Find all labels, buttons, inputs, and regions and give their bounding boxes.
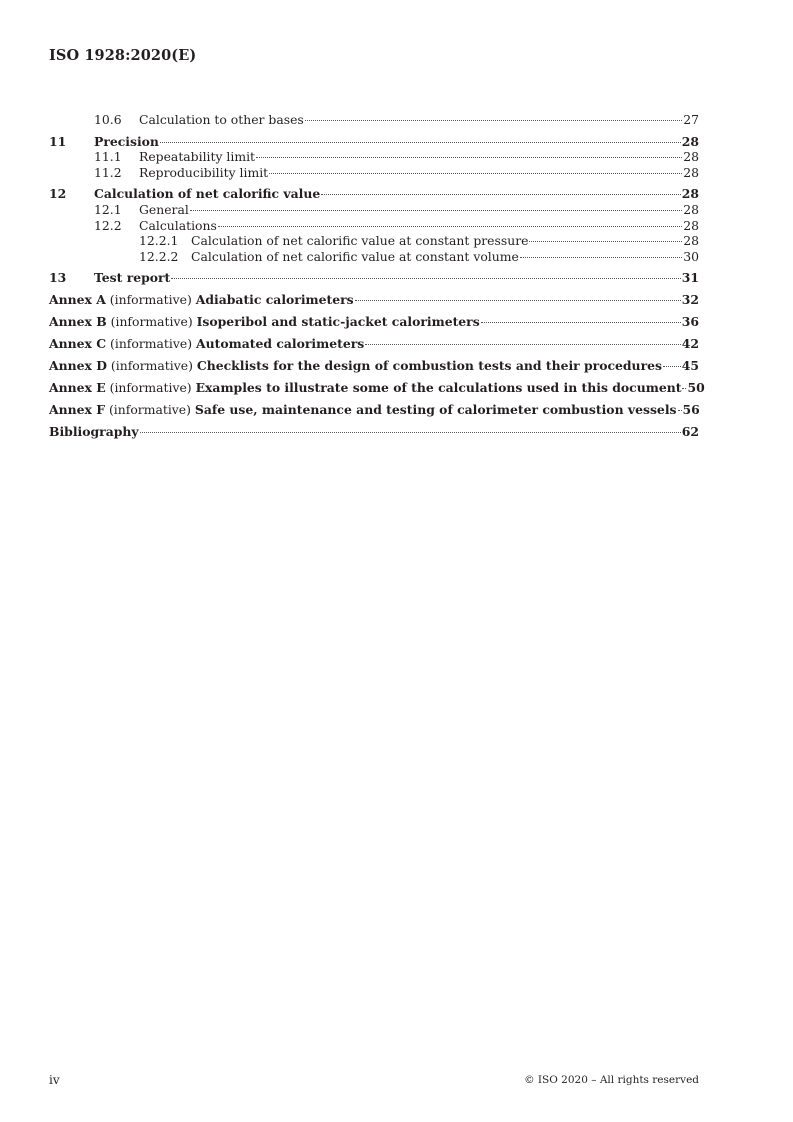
- toc-entry-page: 45: [681, 357, 699, 373]
- toc-entry-number: 11: [49, 133, 67, 149]
- toc-entry-10-6[interactable]: [49, 112, 699, 128]
- annex-label: Annex A: [49, 291, 106, 307]
- annex-title: Isoperibol and static-jacket calorimeters: [196, 313, 480, 329]
- toc-entry-number: 12.2: [94, 217, 122, 233]
- toc-entry-page: 50: [687, 379, 705, 395]
- annex-type: (informative): [110, 335, 193, 351]
- toc-entry-page: 28: [683, 149, 699, 165]
- annex-title: Checklists for the design of combustion tests and their procedures: [196, 357, 662, 373]
- toc-entry-title: Reproducibility limit: [139, 164, 269, 180]
- toc-entry-title: Calculation to other bases: [139, 112, 304, 127]
- annex-label: Annex C: [49, 335, 107, 351]
- toc-entry-page: 28: [683, 201, 699, 217]
- dot-leader: [218, 226, 682, 227]
- toc-entry-number: 12.1: [94, 201, 122, 217]
- toc-annex-b[interactable]: [49, 314, 699, 330]
- toc-entry-number: 12: [49, 186, 67, 202]
- dot-leader: [269, 173, 682, 174]
- toc-annex-d[interactable]: [49, 358, 699, 374]
- toc-entry-12-1[interactable]: [49, 202, 699, 218]
- toc-entry-title: Calculations: [139, 217, 217, 233]
- toc-entry-11-1[interactable]: [49, 149, 699, 165]
- dot-leader: [256, 157, 682, 158]
- annex-type: (informative): [109, 379, 192, 395]
- toc-entry-title: Calculation of net calorific value at constant pressure: [191, 233, 529, 249]
- dot-leader: [682, 388, 686, 389]
- dot-leader: [321, 194, 681, 195]
- dot-leader: [678, 410, 682, 411]
- dot-leader: [190, 210, 682, 211]
- annex-type: (informative): [109, 291, 192, 307]
- table-of-contents: [49, 112, 705, 440]
- dot-leader: [140, 432, 681, 433]
- annex-type: (informative): [108, 401, 191, 417]
- toc-entry-page: 32: [681, 291, 699, 307]
- toc-entry-title: General: [139, 201, 189, 217]
- toc-annex-c[interactable]: [49, 336, 699, 352]
- toc-entry-page: 56: [682, 401, 700, 417]
- toc-entry-title: Calculation of net calorific value: [94, 186, 321, 202]
- page-number: iv: [49, 1073, 60, 1087]
- annex-title: Adiabatic calorimeters: [195, 291, 354, 307]
- toc-entry-page: 42: [681, 335, 699, 351]
- toc-entry-page: 31: [681, 270, 699, 286]
- toc-entry-title: Calculation of net calorific value at constant volume: [191, 248, 519, 264]
- toc-entry-page: 30: [683, 248, 699, 264]
- toc-entry-number: 11.2: [94, 164, 122, 180]
- annex-label: Annex F: [49, 401, 106, 417]
- toc-entry-title: Precision: [94, 133, 159, 149]
- document-id: ISO 1928:2020(E): [49, 47, 197, 64]
- toc-entry-number: 11.1: [94, 149, 122, 165]
- toc-entry-number: 12.2.1: [139, 233, 179, 249]
- toc-entry-11-2[interactable]: [49, 165, 699, 181]
- annex-type: (informative): [110, 313, 193, 329]
- toc-entry-page: 28: [681, 186, 699, 202]
- annex-title: Examples to illustrate some of the calculations used in this document: [195, 379, 682, 395]
- dot-leader: [663, 366, 681, 367]
- toc-annex-a[interactable]: [49, 292, 699, 308]
- copyright-notice: © ISO 2020 – All rights reserved: [524, 1074, 699, 1086]
- toc-entry-page: 28: [683, 164, 699, 180]
- dot-leader: [160, 142, 681, 143]
- dot-leader: [305, 120, 682, 121]
- toc-annex-f[interactable]: [49, 402, 699, 418]
- toc-entry-12-2-1[interactable]: [49, 233, 699, 249]
- dot-leader: [365, 344, 681, 345]
- bibliography-title: Bibliography: [49, 423, 139, 439]
- toc-entry-13[interactable]: [49, 270, 699, 286]
- toc-entry-page: 28: [681, 133, 699, 149]
- annex-label: Annex B: [49, 313, 107, 329]
- toc-entry-number: 13: [49, 270, 67, 286]
- toc-entry-title: Test report: [94, 270, 171, 286]
- dot-leader: [355, 300, 681, 301]
- toc-entry-title: Repeatability limit: [139, 149, 256, 165]
- toc-entry-12[interactable]: [49, 186, 699, 202]
- dot-leader: [520, 257, 682, 258]
- dot-leader: [171, 278, 680, 279]
- annex-type: (informative): [110, 357, 193, 373]
- toc-entry-page: 62: [681, 423, 699, 439]
- toc-entry-11[interactable]: [49, 134, 699, 150]
- toc-entry-page: 36: [681, 313, 699, 329]
- annex-title: Automated calorimeters: [195, 335, 365, 351]
- toc-entry-page: 28: [683, 217, 699, 233]
- annex-title: Safe use, maintenance and testing of calorimeter combustion vessels: [194, 401, 677, 417]
- toc-entry-page: 28: [683, 233, 699, 249]
- toc-entry-page: 27: [683, 112, 699, 127]
- toc-entry-12-2-2[interactable]: [49, 249, 699, 265]
- toc-annex-e[interactable]: [49, 379, 705, 396]
- toc-bibliography[interactable]: [49, 424, 699, 440]
- annex-label: Annex D: [49, 357, 107, 373]
- dot-leader: [529, 241, 682, 242]
- annex-label: Annex E: [49, 379, 106, 395]
- dot-leader: [481, 322, 681, 323]
- toc-entry-number: 10.6: [94, 112, 122, 127]
- toc-entry-12-2[interactable]: [49, 218, 699, 234]
- toc-entry-number: 12.2.2: [139, 248, 179, 264]
